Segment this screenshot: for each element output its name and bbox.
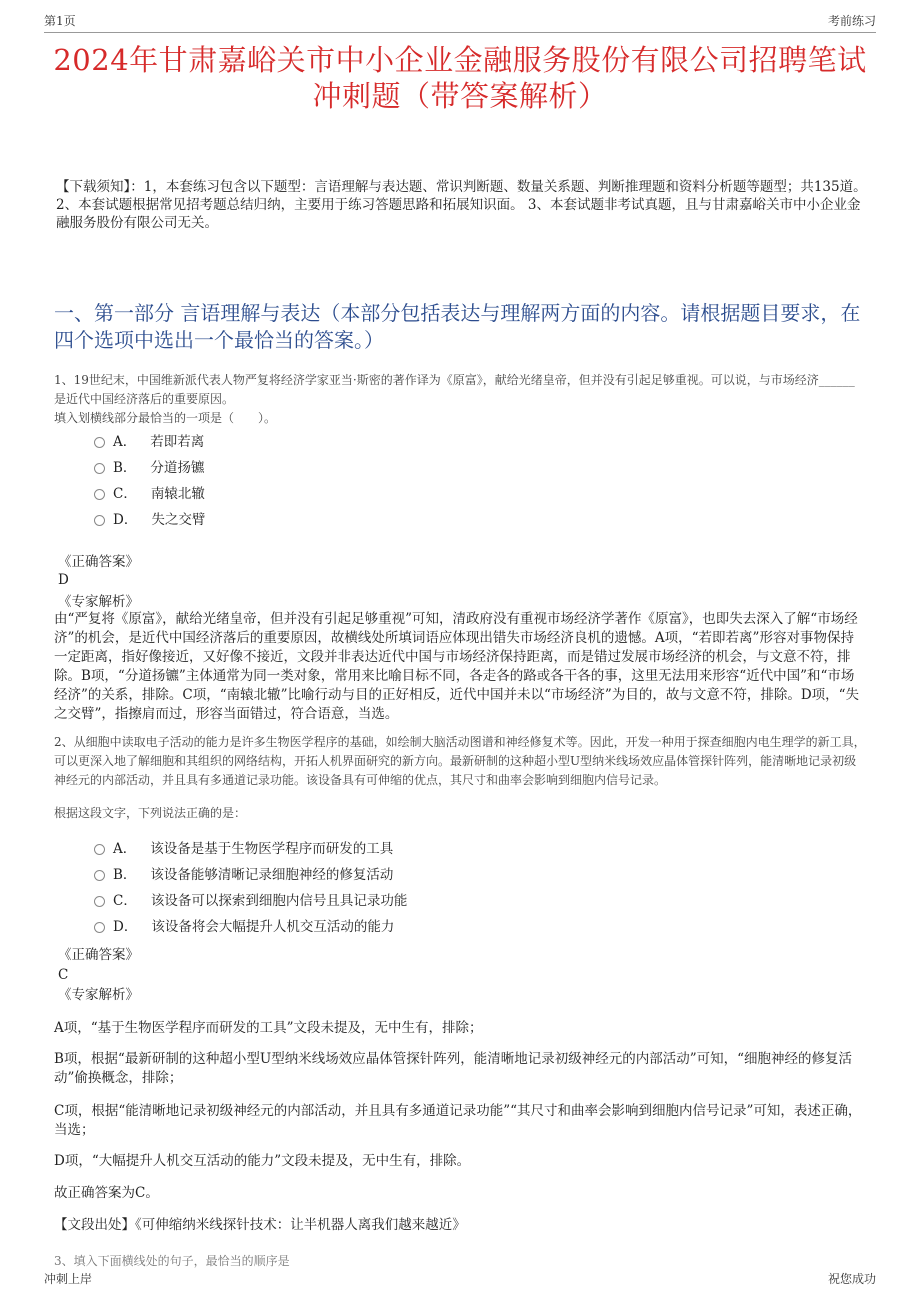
question-2-prompt: 根据这段文字，下列说法正确的是：	[54, 806, 247, 820]
radio-icon[interactable]	[94, 515, 105, 526]
radio-icon[interactable]	[94, 896, 105, 907]
header-label: 考前练习	[827, 14, 876, 28]
page-footer	[44, 1270, 876, 1290]
question-1-prompt: 填入划横线部分最恰当的一项是（ ）。	[54, 411, 277, 425]
answer-label: 《正确答案》	[58, 554, 139, 570]
analysis-paragraph: A项，“基于生物医学程序而研发的工具”文段未提及，无中生有，排除；	[54, 1020, 483, 1036]
radio-icon[interactable]	[94, 870, 105, 881]
question-2-options	[94, 834, 407, 938]
analysis-paragraph: D项，“大幅提升人机交互活动的能力”文段未提及，无中生有，排除。	[54, 1153, 471, 1169]
download-notice: 【下载须知】：1，本套练习包含以下题型：言语理解与表达题、常识判断题、数量关系题、判断推理题和资料分析题等题型；共135道。 2、本套试题根据常见招考题总结归纳，主要用于练习答题思路和拓展知识面。 3、本套试题非考试真题，且与甘肃嘉峪关市中小企业金融服务股份有限公司无关。	[56, 179, 867, 231]
option-c[interactable]: C． 南辕北辙	[94, 479, 205, 505]
source-note: 【文段出处】《可伸缩纳米线探针技术：让半机器人离我们越来越近》	[54, 1217, 466, 1233]
footer-right: 祝您成功	[827, 1272, 876, 1286]
radio-icon[interactable]	[94, 844, 105, 855]
analysis-label: 《专家解析》	[58, 594, 139, 610]
page-number: 第1页	[44, 14, 76, 28]
option-c[interactable]: C． 该设备可以探索到细胞内信号且具记录功能	[94, 886, 407, 912]
option-a[interactable]: A． 若即若离	[94, 427, 205, 453]
answer-value: D	[58, 572, 69, 588]
footer-left: 冲刺上岸	[44, 1272, 93, 1286]
question-2-stem: 2、从细胞中读取电子活动的能力是许多生物医学程序的基础，如绘制大脑活动图谱和神经修复术等。因此，开发一种用于探查细胞内电生理学的新工具，可以更深入地了解细胞和其组织的网络结构，开拓人机界面研究的新方向。最新研制的这种超小型U型纳米线场效应晶体管探针阵列，能清晰地记录初级神经元的内部活动，并且具有多通道记录功能。该设备具有可伸缩的优点，其尺寸和曲率会影响到细胞内信号记录。	[54, 735, 866, 787]
option-a[interactable]: A． 该设备是基于生物医学程序而研发的工具	[94, 834, 407, 860]
radio-icon[interactable]	[94, 437, 105, 448]
analysis-label: 《专家解析》	[58, 987, 139, 1003]
section-heading: 一、第一部分 言语理解与表达（本部分包括表达与理解两方面的内容。请根据题目要求，在四个选项中选出一个最恰当的答案。）	[54, 301, 861, 352]
option-d[interactable]: D． 失之交臂	[94, 505, 205, 531]
document-title: 2024年甘肃嘉峪关市中小企业金融服务股份有限公司招聘笔试冲刺题（带答案解析）	[53, 43, 867, 113]
analysis-text: 由“严复将《原富》，献给光绪皇帝，但并没有引起足够重视”可知，清政府没有重视市场经济学著作《原富》，也即失去深入了解“市场经济”的机会，是近代中国经济落后的重要原因，故横线处所填词语应体现出错失市场经济良机的遗憾。A项，“若即若离”形容对事物保持一定距离，指好像接近，又好像不接近，文段并非表达近代中国与市场经济保持距离，而是错过发展市场经济的机会，与文意不符，排除。B项，“分道扬镳”主体通常为同一类对象，常用来比喻目标不同，各走各的路或各干各的事，这里无法用来形容“近代中国”和“市场经济”的关系，排除。C项，“南辕北辙”比喻行动与目的正好相反，近代中国并未以“市场经济”为目的，故与文意不符，排除。D项，“失之交臂”，指擦肩而过，形容当面错过，符合语意，当选。	[54, 611, 860, 722]
analysis-paragraph: B项，根据“最新研制的这种超小型U型纳米线场效应晶体管探针阵列，能清晰地记录初级神经元的内部活动”可知，“细胞神经的修复活动”偷换概念，排除；	[54, 1051, 853, 1086]
radio-icon[interactable]	[94, 463, 105, 474]
answer-value: C	[58, 967, 69, 983]
radio-icon[interactable]	[94, 922, 105, 933]
answer-label: 《正确答案》	[58, 947, 139, 963]
option-d[interactable]: D． 该设备将会大幅提升人机交互活动的能力	[94, 912, 407, 938]
page-header	[44, 12, 876, 33]
option-b[interactable]: B． 该设备能够清晰记录细胞神经的修复活动	[94, 860, 407, 886]
analysis-paragraph: C项，根据“能清晰地记录初级神经元的内部活动，并且具有多通道记录功能”“其尺寸和曲率会影响到细胞内信号记录”可知，表述正确，当选；	[54, 1103, 862, 1138]
question-1-stem: 1、19世纪末，中国维新派代表人物严复将经济学家亚当·斯密的著作译为《原富》，献给光绪皇帝，但并没有引起足够重视。可以说，与市场经济______是近代中国经济落后的重要原因。	[54, 373, 855, 406]
analysis-paragraph: 故正确答案为C。	[54, 1185, 159, 1201]
question-3-stem: 3、填入下面横线处的句子，最恰当的顺序是	[54, 1254, 290, 1268]
radio-icon[interactable]	[94, 489, 105, 500]
option-b[interactable]: B． 分道扬镳	[94, 453, 205, 479]
question-1-options	[94, 427, 205, 531]
